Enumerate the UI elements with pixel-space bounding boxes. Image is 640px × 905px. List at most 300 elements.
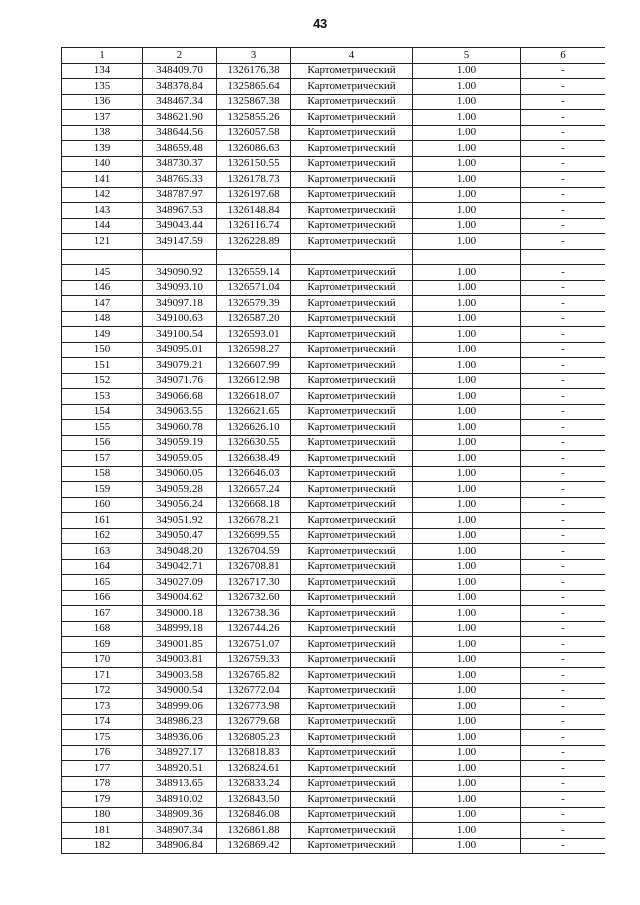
table-row <box>62 187 606 203</box>
cell-x-coordinate: 348730.37 <box>143 156 217 172</box>
cell-y-coordinate: 1326708.81 <box>217 559 291 575</box>
cell-description: - <box>521 823 606 839</box>
column-header-point-number: 1 <box>62 48 143 64</box>
column-header-x: 2 <box>143 48 217 64</box>
table-row <box>62 590 606 606</box>
cell-method: Картометрический <box>291 792 413 808</box>
cell-point-number: 136 <box>62 94 143 110</box>
cell-x-coordinate: 348644.56 <box>143 125 217 141</box>
cell-x-coordinate: 349063.55 <box>143 404 217 420</box>
cell-description: - <box>521 311 606 327</box>
cell-method: Картометрический <box>291 404 413 420</box>
cell-y-coordinate: 1326824.61 <box>217 761 291 777</box>
cell-point-number: 156 <box>62 435 143 451</box>
cell-point-number: 164 <box>62 559 143 575</box>
table-row <box>62 311 606 327</box>
cell-y-coordinate: 1326197.68 <box>217 187 291 203</box>
cell-x-coordinate: 348986.23 <box>143 714 217 730</box>
cell-method: Картометрический <box>291 218 413 234</box>
cell-description: - <box>521 172 606 188</box>
cell-accuracy: 1.00 <box>413 420 521 436</box>
table-row <box>62 621 606 637</box>
cell-point-number: 172 <box>62 683 143 699</box>
table-row <box>62 342 606 358</box>
cell-x-coordinate: 349050.47 <box>143 528 217 544</box>
cell-y-coordinate: 1326228.89 <box>217 234 291 250</box>
table-row <box>62 544 606 560</box>
cell-method: Картометрический <box>291 482 413 498</box>
cell-point-number: 165 <box>62 575 143 591</box>
cell-accuracy: 1.00 <box>413 823 521 839</box>
cell-accuracy: 1.00 <box>413 730 521 746</box>
cell-description: - <box>521 637 606 653</box>
cell-x-coordinate: 348906.84 <box>143 838 217 854</box>
cell-accuracy: 1.00 <box>413 94 521 110</box>
table-row <box>62 218 606 234</box>
cell-y-coordinate: 1326116.74 <box>217 218 291 234</box>
cell-point-number: 155 <box>62 420 143 436</box>
cell-description: - <box>521 203 606 219</box>
cell-x-coordinate: 348659.48 <box>143 141 217 157</box>
cell-x-coordinate: 349004.62 <box>143 590 217 606</box>
cell-y-coordinate: 1326598.27 <box>217 342 291 358</box>
cell-description: - <box>521 621 606 637</box>
cell-method: Картометрический <box>291 311 413 327</box>
cell-point-number: 179 <box>62 792 143 808</box>
table-row <box>62 451 606 467</box>
cell-x-coordinate: 349059.19 <box>143 435 217 451</box>
cell-method: Картометрический <box>291 265 413 281</box>
cell-x-coordinate: 349027.09 <box>143 575 217 591</box>
cell-y-coordinate: 1326738.36 <box>217 606 291 622</box>
cell-description: - <box>521 94 606 110</box>
cell-y-coordinate: 1326630.55 <box>217 435 291 451</box>
cell-accuracy: 1.00 <box>413 559 521 575</box>
cell-description: - <box>521 342 606 358</box>
cell-description: - <box>521 807 606 823</box>
cell-y-coordinate: 1325867.38 <box>217 94 291 110</box>
cell-method: Картометрический <box>291 342 413 358</box>
cell-y-coordinate: 1326843.50 <box>217 792 291 808</box>
cell-x-coordinate: 348765.33 <box>143 172 217 188</box>
cell-method: Картометрический <box>291 637 413 653</box>
empty-cell <box>413 249 521 265</box>
table-row <box>62 745 606 761</box>
empty-cell <box>143 249 217 265</box>
cell-description: - <box>521 79 606 95</box>
cell-description: - <box>521 776 606 792</box>
cell-point-number: 180 <box>62 807 143 823</box>
cell-point-number: 161 <box>62 513 143 529</box>
cell-description: - <box>521 838 606 854</box>
table-row <box>62 606 606 622</box>
cell-point-number: 181 <box>62 823 143 839</box>
cell-point-number: 170 <box>62 652 143 668</box>
cell-y-coordinate: 1326846.08 <box>217 807 291 823</box>
cell-method: Картометрический <box>291 125 413 141</box>
cell-x-coordinate: 349059.28 <box>143 482 217 498</box>
cell-point-number: 150 <box>62 342 143 358</box>
table-row <box>62 668 606 684</box>
cell-accuracy: 1.00 <box>413 513 521 529</box>
cell-y-coordinate: 1326607.99 <box>217 358 291 374</box>
cell-point-number: 158 <box>62 466 143 482</box>
cell-accuracy: 1.00 <box>413 807 521 823</box>
cell-description: - <box>521 730 606 746</box>
cell-y-coordinate: 1326178.73 <box>217 172 291 188</box>
cell-method: Картометрический <box>291 575 413 591</box>
cell-description: - <box>521 482 606 498</box>
cell-point-number: 146 <box>62 280 143 296</box>
cell-y-coordinate: 1326150.55 <box>217 156 291 172</box>
cell-x-coordinate: 348409.70 <box>143 63 217 79</box>
cell-method: Картометрический <box>291 420 413 436</box>
cell-y-coordinate: 1326833.24 <box>217 776 291 792</box>
table-row <box>62 823 606 839</box>
cell-x-coordinate: 349060.78 <box>143 420 217 436</box>
cell-y-coordinate: 1326086.63 <box>217 141 291 157</box>
cell-x-coordinate: 349003.58 <box>143 668 217 684</box>
cell-x-coordinate: 348913.65 <box>143 776 217 792</box>
cell-point-number: 147 <box>62 296 143 312</box>
cell-y-coordinate: 1325855.26 <box>217 110 291 126</box>
cell-method: Картометрический <box>291 110 413 126</box>
cell-accuracy: 1.00 <box>413 745 521 761</box>
column-header-method: 4 <box>291 48 413 64</box>
table-row <box>62 404 606 420</box>
cell-point-number: 143 <box>62 203 143 219</box>
empty-cell <box>62 249 143 265</box>
table-row <box>62 125 606 141</box>
table-row <box>62 559 606 575</box>
cell-description: - <box>521 141 606 157</box>
cell-x-coordinate: 348467.34 <box>143 94 217 110</box>
cell-y-coordinate: 1326869.42 <box>217 838 291 854</box>
cell-point-number: 144 <box>62 218 143 234</box>
table-row <box>62 234 606 250</box>
cell-accuracy: 1.00 <box>413 435 521 451</box>
cell-x-coordinate: 348920.51 <box>143 761 217 777</box>
cell-y-coordinate: 1326612.98 <box>217 373 291 389</box>
cell-description: - <box>521 327 606 343</box>
cell-accuracy: 1.00 <box>413 668 521 684</box>
cell-x-coordinate: 348910.02 <box>143 792 217 808</box>
cell-description: - <box>521 745 606 761</box>
page-number: 43 <box>313 16 327 31</box>
cell-method: Картометрический <box>291 807 413 823</box>
cell-method: Картометрический <box>291 590 413 606</box>
cell-y-coordinate: 1326765.82 <box>217 668 291 684</box>
cell-description: - <box>521 606 606 622</box>
cell-description: - <box>521 280 606 296</box>
cell-point-number: 166 <box>62 590 143 606</box>
cell-description: - <box>521 683 606 699</box>
cell-description: - <box>521 63 606 79</box>
cell-y-coordinate: 1326057.58 <box>217 125 291 141</box>
table-row <box>62 699 606 715</box>
cell-accuracy: 1.00 <box>413 466 521 482</box>
table-row <box>62 172 606 188</box>
cell-point-number: 154 <box>62 404 143 420</box>
cell-x-coordinate: 349051.92 <box>143 513 217 529</box>
cell-point-number: 139 <box>62 141 143 157</box>
cell-description: - <box>521 544 606 560</box>
column-header-y: 3 <box>217 48 291 64</box>
cell-x-coordinate: 349042.71 <box>143 559 217 575</box>
table-row <box>62 637 606 653</box>
cell-y-coordinate: 1326779.68 <box>217 714 291 730</box>
table-row <box>62 203 606 219</box>
cell-accuracy: 1.00 <box>413 172 521 188</box>
table-row <box>62 575 606 591</box>
cell-method: Картометрический <box>291 63 413 79</box>
cell-x-coordinate: 349003.81 <box>143 652 217 668</box>
cell-point-number: 167 <box>62 606 143 622</box>
table-row <box>62 389 606 405</box>
cell-y-coordinate: 1326818.83 <box>217 745 291 761</box>
cell-method: Картометрический <box>291 838 413 854</box>
cell-accuracy: 1.00 <box>413 792 521 808</box>
cell-accuracy: 1.00 <box>413 358 521 374</box>
cell-accuracy: 1.00 <box>413 280 521 296</box>
cell-description: - <box>521 761 606 777</box>
coordinates-table-container <box>61 47 605 856</box>
cell-method: Картометрический <box>291 389 413 405</box>
cell-method: Картометрический <box>291 497 413 513</box>
cell-y-coordinate: 1326699.55 <box>217 528 291 544</box>
cell-accuracy: 1.00 <box>413 451 521 467</box>
cell-accuracy: 1.00 <box>413 265 521 281</box>
cell-y-coordinate: 1326678.21 <box>217 513 291 529</box>
cell-method: Картометрический <box>291 823 413 839</box>
cell-accuracy: 1.00 <box>413 234 521 250</box>
cell-description: - <box>521 466 606 482</box>
cell-description: - <box>521 187 606 203</box>
cell-description: - <box>521 575 606 591</box>
cell-description: - <box>521 373 606 389</box>
table-row <box>62 327 606 343</box>
cell-method: Картометрический <box>291 544 413 560</box>
cell-x-coordinate: 349100.63 <box>143 311 217 327</box>
cell-accuracy: 1.00 <box>413 342 521 358</box>
cell-x-coordinate: 349000.54 <box>143 683 217 699</box>
table-row <box>62 528 606 544</box>
cell-x-coordinate: 349147.59 <box>143 234 217 250</box>
cell-y-coordinate: 1326571.04 <box>217 280 291 296</box>
cell-accuracy: 1.00 <box>413 606 521 622</box>
cell-y-coordinate: 1326732.60 <box>217 590 291 606</box>
table-row <box>62 79 606 95</box>
cell-y-coordinate: 1326618.07 <box>217 389 291 405</box>
cell-accuracy: 1.00 <box>413 528 521 544</box>
cell-y-coordinate: 1326861.88 <box>217 823 291 839</box>
cell-y-coordinate: 1326579.39 <box>217 296 291 312</box>
cell-method: Картометрический <box>291 327 413 343</box>
table-row <box>62 265 606 281</box>
cell-description: - <box>521 699 606 715</box>
cell-method: Картометрический <box>291 358 413 374</box>
cell-point-number: 162 <box>62 528 143 544</box>
table-row <box>62 838 606 854</box>
cell-description: - <box>521 513 606 529</box>
cell-point-number: 169 <box>62 637 143 653</box>
empty-cell <box>217 249 291 265</box>
table-row <box>62 482 606 498</box>
cell-method: Картометрический <box>291 203 413 219</box>
cell-point-number: 135 <box>62 79 143 95</box>
cell-accuracy: 1.00 <box>413 141 521 157</box>
cell-description: - <box>521 497 606 513</box>
cell-point-number: 149 <box>62 327 143 343</box>
cell-description: - <box>521 668 606 684</box>
cell-accuracy: 1.00 <box>413 63 521 79</box>
cell-point-number: 177 <box>62 761 143 777</box>
cell-x-coordinate: 349001.85 <box>143 637 217 653</box>
table-row <box>62 110 606 126</box>
cell-method: Картометрический <box>291 606 413 622</box>
cell-accuracy: 1.00 <box>413 761 521 777</box>
cell-accuracy: 1.00 <box>413 590 521 606</box>
cell-method: Картометрический <box>291 296 413 312</box>
cell-description: - <box>521 156 606 172</box>
cell-method: Картометрический <box>291 280 413 296</box>
cell-x-coordinate: 348967.53 <box>143 203 217 219</box>
cell-y-coordinate: 1326638.49 <box>217 451 291 467</box>
table-row <box>62 683 606 699</box>
cell-point-number: 171 <box>62 668 143 684</box>
table-row <box>62 420 606 436</box>
cell-x-coordinate: 349059.05 <box>143 451 217 467</box>
cell-x-coordinate: 348999.06 <box>143 699 217 715</box>
table-body <box>62 63 606 854</box>
cell-description: - <box>521 435 606 451</box>
column-header-accuracy: 5 <box>413 48 521 64</box>
table-header-row <box>62 48 606 64</box>
cell-x-coordinate: 349048.20 <box>143 544 217 560</box>
table-row <box>62 156 606 172</box>
table-row <box>62 652 606 668</box>
cell-description: - <box>521 110 606 126</box>
cell-method: Картометрический <box>291 513 413 529</box>
cell-point-number: 141 <box>62 172 143 188</box>
cell-accuracy: 1.00 <box>413 125 521 141</box>
cell-point-number: 151 <box>62 358 143 374</box>
cell-description: - <box>521 792 606 808</box>
cell-x-coordinate: 349079.21 <box>143 358 217 374</box>
cell-method: Картометрический <box>291 79 413 95</box>
cell-y-coordinate: 1325865.64 <box>217 79 291 95</box>
cell-point-number: 160 <box>62 497 143 513</box>
cell-point-number: 134 <box>62 63 143 79</box>
cell-point-number: 173 <box>62 699 143 715</box>
table-row <box>62 714 606 730</box>
cell-x-coordinate: 349066.68 <box>143 389 217 405</box>
cell-method: Картометрический <box>291 373 413 389</box>
cell-method: Картометрический <box>291 730 413 746</box>
cell-x-coordinate: 348927.17 <box>143 745 217 761</box>
cell-description: - <box>521 125 606 141</box>
cell-method: Картометрический <box>291 776 413 792</box>
table-row <box>62 94 606 110</box>
cell-description: - <box>521 234 606 250</box>
cell-accuracy: 1.00 <box>413 296 521 312</box>
cell-accuracy: 1.00 <box>413 327 521 343</box>
cell-method: Картометрический <box>291 714 413 730</box>
cell-y-coordinate: 1326176.38 <box>217 63 291 79</box>
cell-point-number: 178 <box>62 776 143 792</box>
cell-accuracy: 1.00 <box>413 621 521 637</box>
cell-method: Картометрический <box>291 451 413 467</box>
cell-x-coordinate: 348621.90 <box>143 110 217 126</box>
coordinates-table <box>61 47 605 854</box>
table-row <box>62 792 606 808</box>
cell-accuracy: 1.00 <box>413 714 521 730</box>
cell-description: - <box>521 652 606 668</box>
cell-y-coordinate: 1326559.14 <box>217 265 291 281</box>
empty-cell <box>291 249 413 265</box>
cell-y-coordinate: 1326587.20 <box>217 311 291 327</box>
cell-x-coordinate: 348787.97 <box>143 187 217 203</box>
cell-description: - <box>521 559 606 575</box>
cell-accuracy: 1.00 <box>413 544 521 560</box>
cell-point-number: 145 <box>62 265 143 281</box>
cell-accuracy: 1.00 <box>413 652 521 668</box>
table-row-separator <box>62 249 606 265</box>
table-row <box>62 761 606 777</box>
cell-accuracy: 1.00 <box>413 497 521 513</box>
cell-y-coordinate: 1326717.30 <box>217 575 291 591</box>
cell-accuracy: 1.00 <box>413 575 521 591</box>
cell-accuracy: 1.00 <box>413 683 521 699</box>
cell-y-coordinate: 1326805.23 <box>217 730 291 746</box>
cell-method: Картометрический <box>291 621 413 637</box>
cell-method: Картометрический <box>291 668 413 684</box>
cell-accuracy: 1.00 <box>413 79 521 95</box>
cell-description: - <box>521 218 606 234</box>
cell-accuracy: 1.00 <box>413 404 521 420</box>
cell-method: Картометрический <box>291 699 413 715</box>
cell-description: - <box>521 358 606 374</box>
cell-description: - <box>521 420 606 436</box>
cell-x-coordinate: 349090.92 <box>143 265 217 281</box>
cell-y-coordinate: 1326751.07 <box>217 637 291 653</box>
cell-accuracy: 1.00 <box>413 311 521 327</box>
table-row <box>62 776 606 792</box>
cell-description: - <box>521 590 606 606</box>
cell-point-number: 153 <box>62 389 143 405</box>
cell-description: - <box>521 404 606 420</box>
table-row <box>62 807 606 823</box>
cell-y-coordinate: 1326593.01 <box>217 327 291 343</box>
cell-accuracy: 1.00 <box>413 218 521 234</box>
table-row <box>62 730 606 746</box>
cell-x-coordinate: 349093.10 <box>143 280 217 296</box>
cell-point-number: 142 <box>62 187 143 203</box>
cell-point-number: 152 <box>62 373 143 389</box>
cell-x-coordinate: 349095.01 <box>143 342 217 358</box>
cell-y-coordinate: 1326626.10 <box>217 420 291 436</box>
table-row <box>62 513 606 529</box>
cell-method: Картометрический <box>291 435 413 451</box>
cell-method: Картометрический <box>291 94 413 110</box>
table-row <box>62 373 606 389</box>
cell-method: Картометрический <box>291 683 413 699</box>
cell-point-number: 140 <box>62 156 143 172</box>
column-header-description: 6 <box>521 48 606 64</box>
cell-y-coordinate: 1326668.18 <box>217 497 291 513</box>
cell-method: Картометрический <box>291 745 413 761</box>
cell-x-coordinate: 349043.44 <box>143 218 217 234</box>
